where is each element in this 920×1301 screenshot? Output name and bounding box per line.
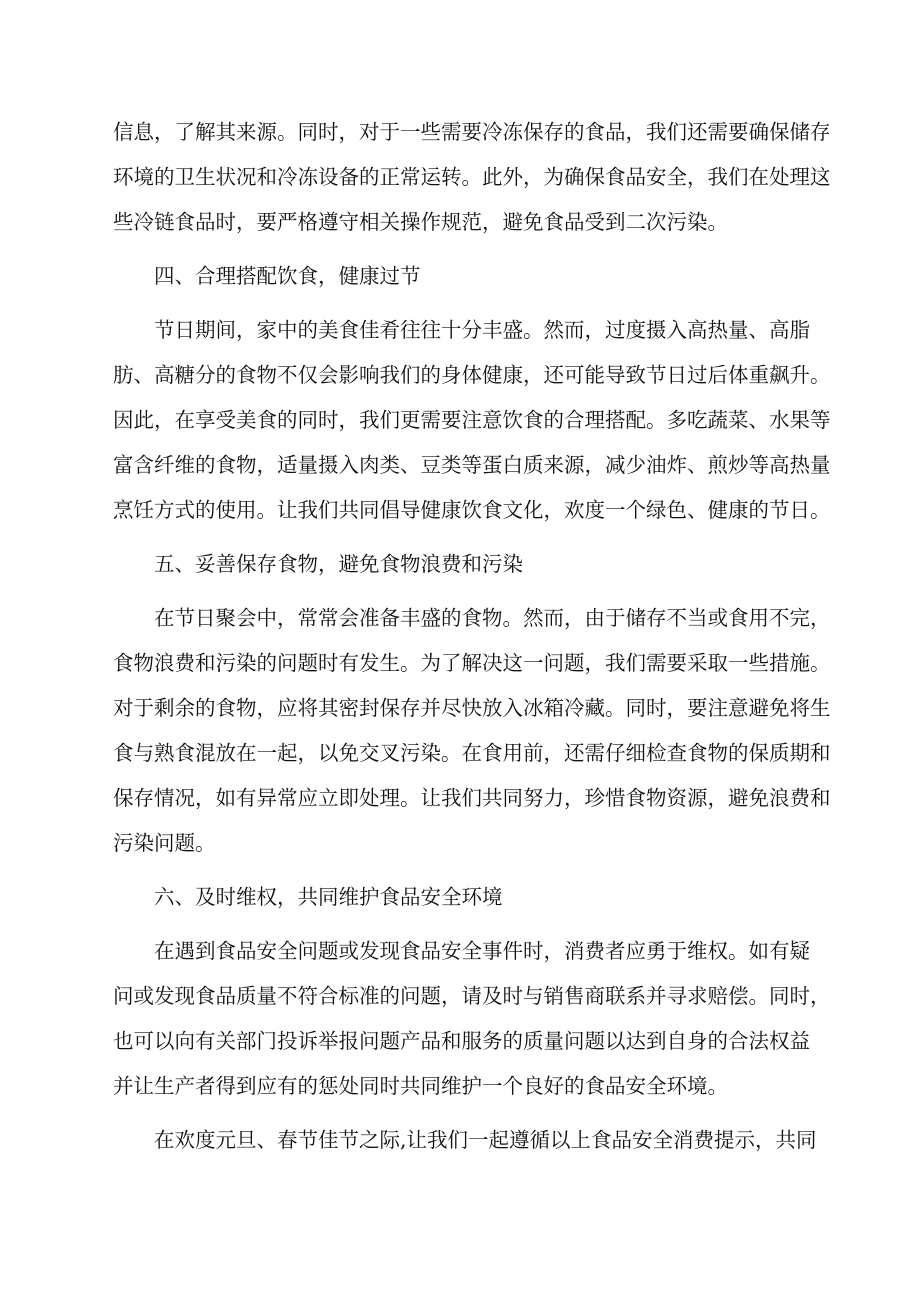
body-line: 污染问题。	[113, 831, 216, 855]
document-body	[113, 110, 831, 1163]
body-line: 在遇到食品安全问题或发现食品安全事件时，消费者应勇于维权。如有疑	[154, 939, 810, 963]
body-line: 肪、高糖分的食物不仅会影响我们的身体健康，还可能导致节日过后体重飙升。	[113, 363, 831, 387]
body-line: 在欢度元旦、春节佳节之际,让我们一起遵循以上食品安全消费提示，共同	[154, 1128, 817, 1152]
body-line: 节日期间，家中的美食佳肴往往十分丰盛。然而，过度摄入高热量、高脂	[154, 318, 810, 342]
body-line: 环境的卫生状况和冷冻设备的正常运转。此外，为确保食品安全，我们在处理这	[113, 165, 831, 189]
body-line: 因此，在享受美食的同时，我们更需要注意饮食的合理搭配。多吃蔬菜、水果等	[113, 408, 831, 432]
body-line: 食物浪费和污染的问题时有发生。为了解决这一问题，我们需要采取一些措施。	[113, 651, 831, 675]
body-line: 也可以向有关部门投诉举报问题产品和服务的质量问题以达到自身的合法权益	[113, 1029, 810, 1053]
body-line: 烹饪方式的使用。让我们共同倡导健康饮食文化，欢度一个绿色、健康的节日。	[113, 498, 831, 522]
section-heading: 五、妥善保存食物，避免食物浪费和污染	[154, 552, 523, 576]
body-line: 问或发现食品质量不符合标准的问题，请及时与销售商联系并寻求赔偿。同时，	[113, 984, 831, 1008]
body-line: 些冷链食品时，要严格遵守相关操作规范，避免食品受到二次污染。	[113, 210, 728, 234]
body-line: 富含纤维的食物，适量摄入肉类、豆类等蛋白质来源，减少油炸、煎炒等高热量	[113, 453, 831, 477]
body-line: 保存情况，如有异常应立即处理。让我们共同努力，珍惜食物资源，避免浪费和	[113, 786, 831, 810]
body-line: 食与熟食混放在一起，以免交叉污染。在食用前，还需仔细检查食物的保质期和	[113, 741, 831, 765]
body-line: 信息，了解其来源。同时，对于一些需要冷冻保存的食品，我们还需要确保储存	[113, 120, 831, 144]
section-heading: 六、及时维权，共同维护食品安全环境	[154, 885, 503, 909]
section-heading: 四、合理搭配饮食，健康过节	[154, 264, 421, 288]
body-line: 对于剩余的食物，应将其密封保存并尽快放入冰箱冷藏。同时，要注意避免将生	[113, 696, 831, 720]
body-line: 在节日聚会中，常常会准备丰盛的食物。然而，由于储存不当或食用不完，	[154, 606, 831, 630]
body-line: 并让生产者得到应有的惩处同时共同维护一个良好的食品安全环境。	[113, 1074, 728, 1098]
